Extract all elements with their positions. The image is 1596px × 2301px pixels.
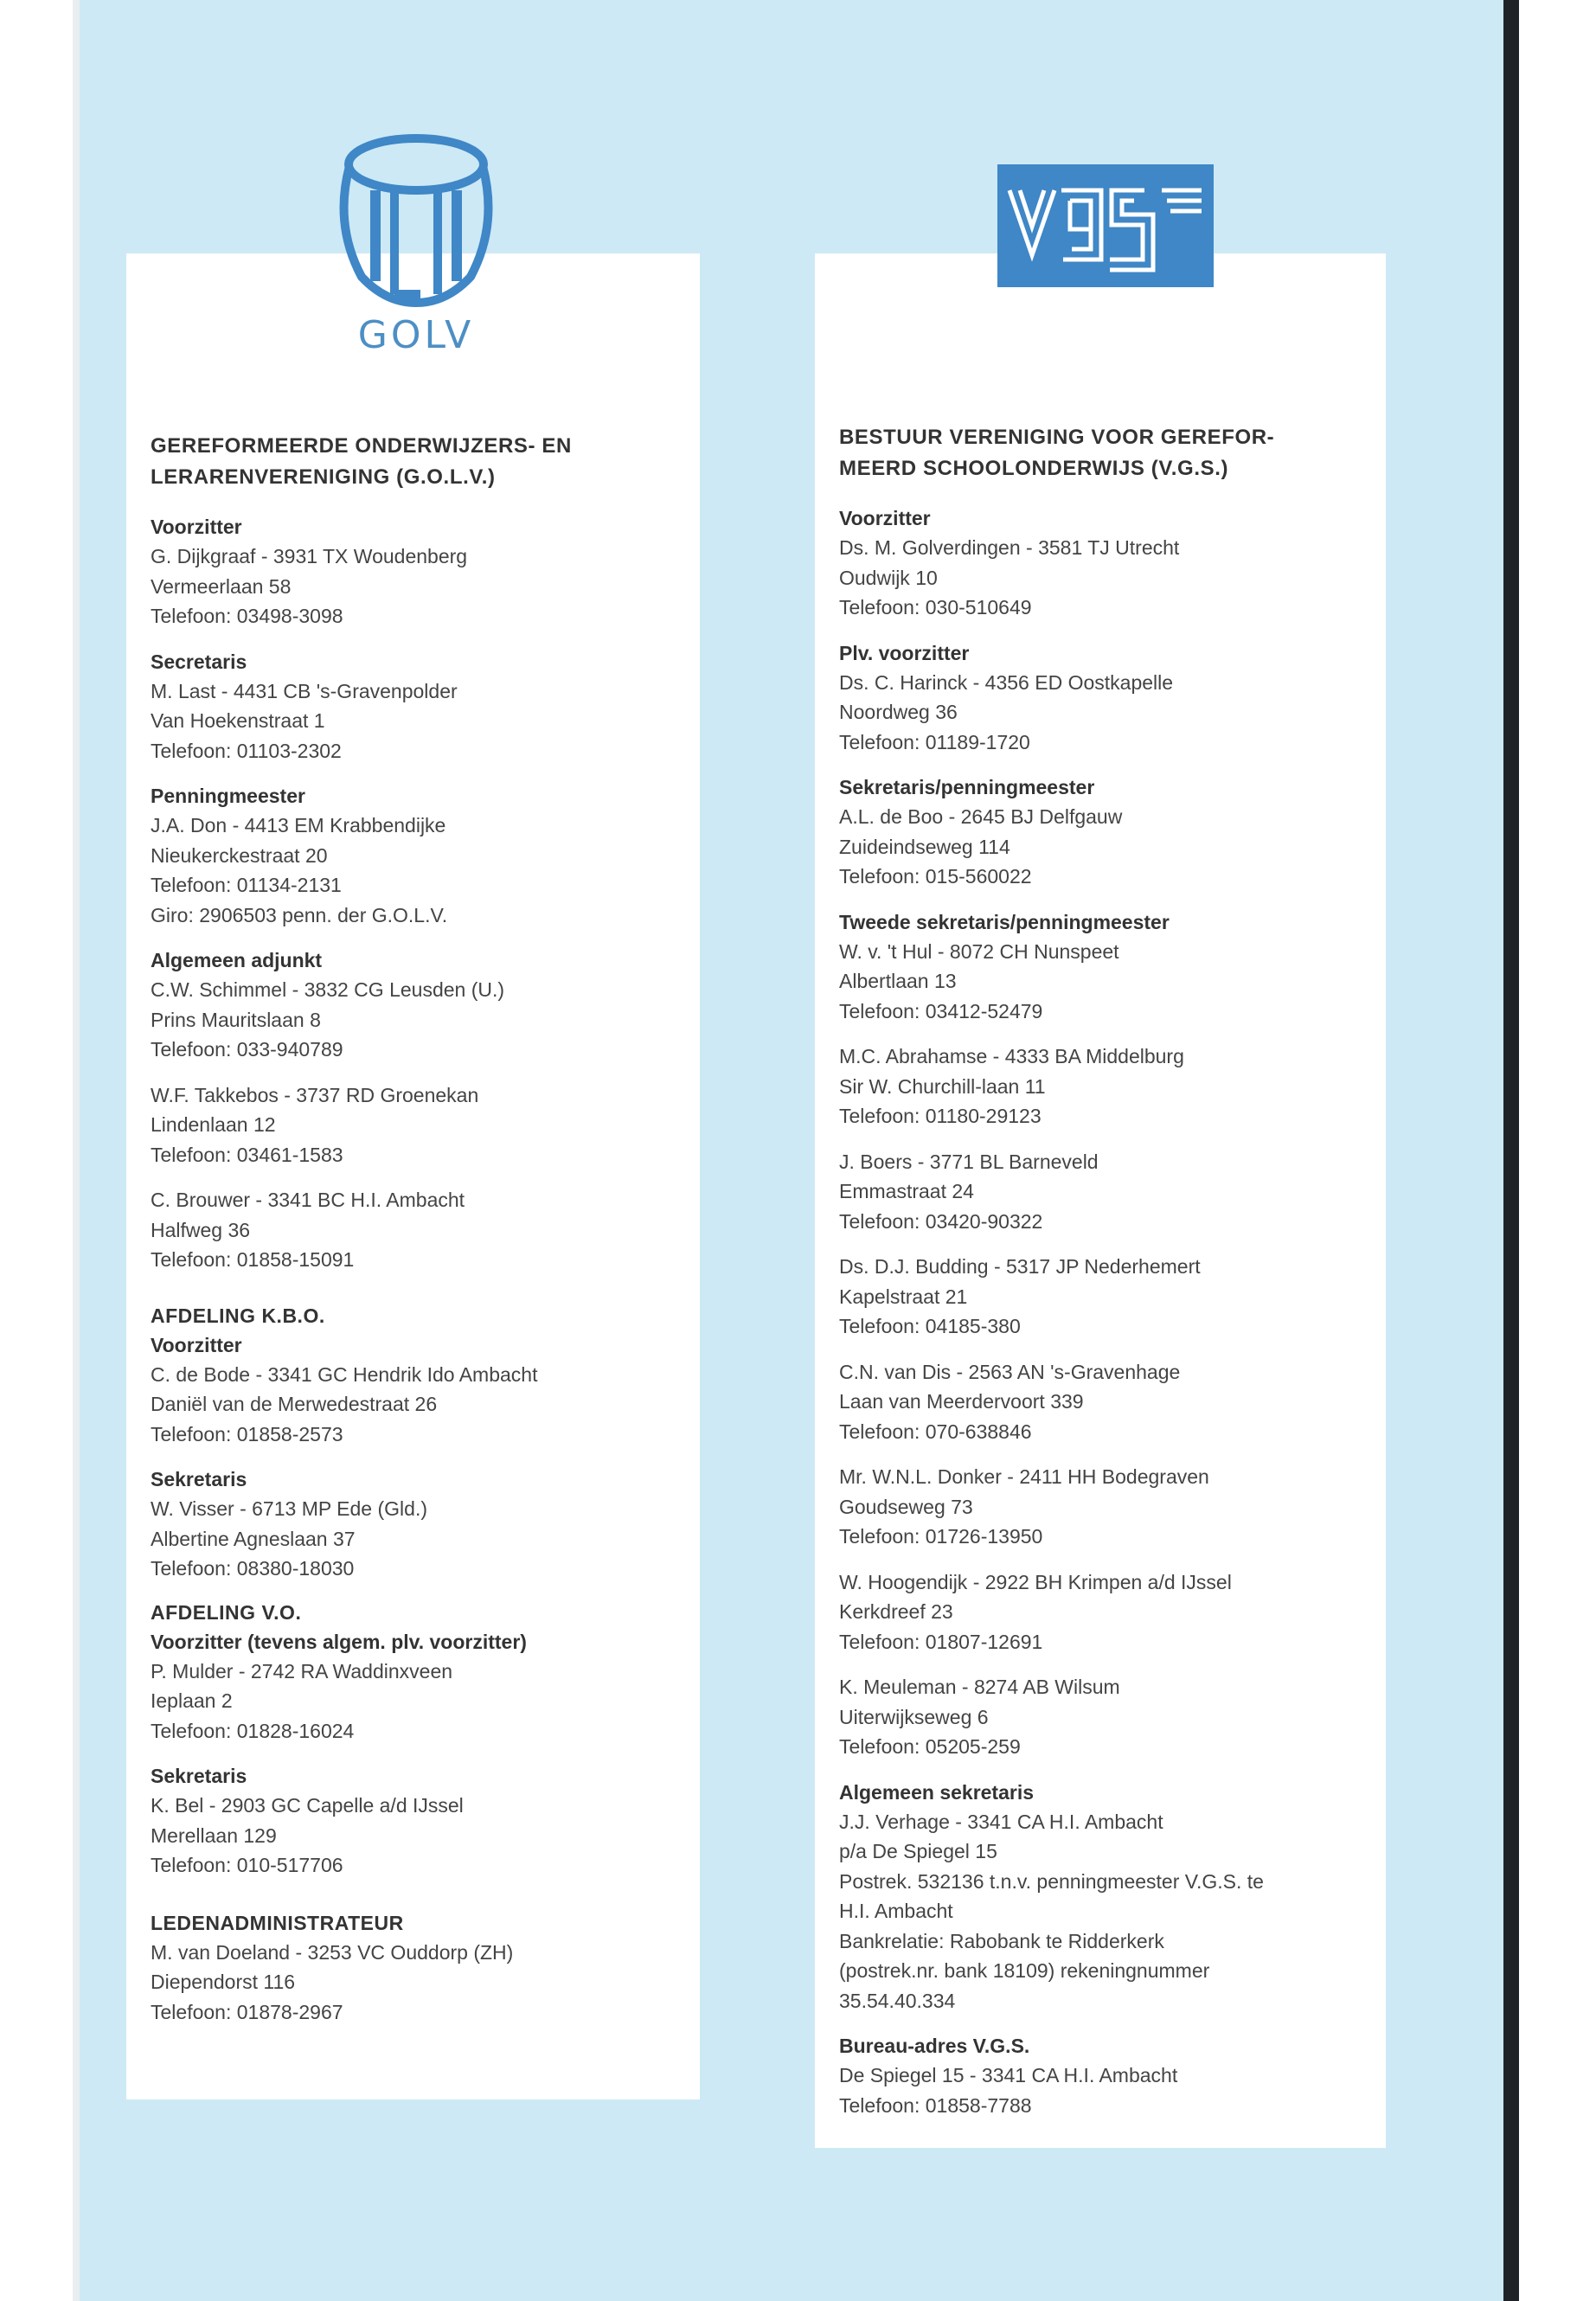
contact-line: W. Visser - 6713 MP Ede (Gld.) [151,1497,427,1520]
contact-line: Noordweg 36 [839,701,958,723]
contact-line: Albertine Agneslaan 37 [151,1527,356,1550]
role-label: Tweede sekretaris/penningmeester [839,910,1170,933]
vo-section [151,1598,683,1881]
contact-line: Albertlaan 13 [839,970,957,992]
golv-heading [151,431,683,493]
contact-line: Sir W. Churchill-laan 11 [839,1074,1046,1098]
contact-line: Telefoon: 03498-3098 [151,605,343,627]
contact-line: Telefoon: 01828-16024 [151,1719,355,1742]
contact-line: Telefoon: 01134-2131 [151,874,342,896]
role-label: Plv. voorzitter [839,641,970,664]
contact-line: Mr. W.N.L. Donker - 2411 HH Bodegraven [839,1465,1209,1488]
contact-line: Goudseweg 73 [839,1495,973,1518]
golv-board-list [151,512,683,1275]
contact-line: Telefoon: 01726-13950 [839,1525,1043,1548]
contact-entry [839,1042,1368,1131]
contact-line: p/a De Spiegel 15 [839,1840,997,1862]
contact-line: W.F. Takkebos - 3737 RD Groenekan [151,1083,479,1106]
contact-line: K. Bel - 2903 GC Capelle a/d IJssel [151,1794,464,1817]
contact-line: Telefoon: 01858-7788 [839,2093,1032,2117]
vgs-heading-line-2: MEERD SCHOOLONDERWIJS (V.G.S.) [839,457,1229,480]
contact-line: Van Hoekenstraat 1 [151,709,325,732]
contact-line: Merellaan 129 [151,1823,277,1847]
contact-line: Telefoon: 03412-52479 [839,999,1043,1022]
contact-line: C.N. van Dis - 2563 AN 's-Gravenhage [839,1360,1181,1383]
ledenadministrateur-lines [151,1938,683,2028]
contact-line: M.C. Abrahamse - 4333 BA Middelburg [839,1045,1184,1067]
contact-entry [151,512,683,631]
vgs-heading-line-1: BESTUUR VERENIGING VOOR GEREFOR- [839,426,1275,449]
contact-entry [839,772,1368,892]
vo-board-list [151,1627,683,1881]
contact-entry [151,781,683,930]
contact-entry [839,1357,1368,1447]
contact-entry [839,503,1368,623]
contact-entry [151,945,683,1065]
contact-entry [151,1761,683,1881]
contact-line: Oudwijk 10 [839,566,938,589]
role-label: Voorzitter (tevens algem. plv. voorzitter) [151,1630,527,1653]
contact-line: Telefoon: 01189-1720 [839,730,1030,753]
contact-line: G. Dijkgraaf - 3931 TX Woudenberg [151,545,468,567]
contact-entry [151,1080,683,1170]
contact-entry [839,1147,1368,1237]
kbo-board-list [151,1330,683,1584]
contact-line: Telefoon: 03461-1583 [151,1143,343,1166]
contact-line: Telefoon: 015-560022 [839,865,1032,888]
contact-line: C.W. Schimmel - 3832 CG Leusden (U.) [151,978,505,1001]
contact-line: Bankrelatie: Rabobank te Ridderkerk [839,1929,1164,1952]
contact-line: Telefoon: 033-940789 [151,1038,343,1061]
contact-line: Telefoon: 05205-259 [839,1735,1021,1758]
vgs-heading [839,422,1368,484]
role-label: Bureau-adres V.G.S. [839,2035,1030,2057]
contact-line: Ds. C. Harinck - 4356 ED Oostkapelle [839,670,1174,694]
contact-line: J.A. Don - 4413 EM Krabbendijke [151,814,446,836]
contact-line: Telefoon: 04185-380 [839,1315,1021,1337]
contact-line: Lindenlaan 12 [151,1113,276,1136]
contact-line: Halfweg 36 [151,1218,251,1241]
contact-line: C. de Bode - 3341 GC Hendrik Ido Ambacht [151,1362,538,1386]
contact-line: Laan van Meerdervoort 339 [839,1390,1084,1413]
role-label: Sekretaris/penningmeester [839,776,1095,798]
page-edge-right [1503,0,1519,2301]
contact-entry [839,638,1368,758]
contact-line: W. Hoogendijk - 2922 BH Krimpen a/d IJssel [839,1570,1232,1593]
golv-heading-line-1: GEREFORMEERDE ONDERWIJZERS- EN [151,434,572,458]
contact-line: Ds. D.J. Budding - 5317 JP Nederhemert [839,1255,1201,1278]
golv-panel [126,253,700,2099]
contact-line: Telefoon: 010-517706 [151,1854,343,1876]
contact-line: Emmastraat 24 [839,1180,974,1202]
contact-line: Telefoon: 01807-12691 [839,1630,1043,1653]
contact-line: P. Mulder - 2742 RA Waddinxveen [151,1659,453,1682]
contact-line: H.I. Ambacht [839,1900,953,1922]
contact-line: J.J. Verhage - 3341 CA H.I. Ambacht [839,1810,1163,1833]
contact-line: K. Meuleman - 8274 AB Wilsum [839,1676,1120,1698]
contact-line: M. van Doeland - 3253 VC Ouddorp (ZH) [151,1940,514,1964]
contact-line: Telefoon: 030-510649 [839,596,1032,619]
contact-entry [839,1462,1368,1552]
contact-entry [839,1778,1368,2016]
contact-line: J. Boers - 3771 BL Barneveld [839,1150,1099,1173]
contact-entry [151,1330,683,1450]
contact-entry [151,1465,683,1584]
contact-entry [839,1567,1368,1657]
contact-line: Nieukerckestraat 20 [151,843,328,867]
role-label: Secretaris [151,650,247,673]
contact-line: Telefoon: 070-638846 [839,1420,1032,1443]
vo-heading: AFDELING V.O. [151,1600,302,1624]
role-label: Voorzitter [151,1333,242,1356]
role-label: Sekretaris [151,1468,247,1490]
contact-line: Telefoon: 01858-15091 [151,1248,355,1271]
contact-line: A.L. de Boo - 2645 BJ Delfgauw [839,805,1123,828]
ledenadministrateur-section [151,1908,683,2028]
contact-line: De Spiegel 15 - 3341 CA H.I. Ambacht [839,2064,1178,2086]
role-label: Algemeen sekretaris [839,1780,1035,1804]
role-label: Algemeen adjunkt [151,949,323,971]
contact-entry [839,1252,1368,1342]
role-label: Penningmeester [151,785,305,807]
contact-line: Telefoon: 01180-29123 [839,1105,1042,1127]
contact-line: Uiterwijkseweg 6 [839,1705,989,1728]
golv-heading-line-2: LERARENVERENIGING (G.O.L.V.) [151,465,496,489]
contact-line: Zuideindseweg 114 [839,835,1010,858]
kbo-heading: AFDELING K.B.O. [151,1304,325,1327]
contact-line: Prins Mauritslaan 8 [151,1008,321,1031]
contact-line: Telefoon: 08380-18030 [151,1557,355,1580]
contact-line: 35.54.40.334 [839,1989,956,2012]
contact-entry [839,907,1368,1027]
contact-line: Diependorst 116 [151,1971,296,1993]
contact-line: Kapelstraat 21 [839,1285,968,1308]
contact-line: M. Last - 4431 CB 's-Gravenpolder [151,679,458,702]
contact-line: Postrek. 532136 t.n.v. penningmeester V.G.S. te [839,1869,1264,1893]
contact-line: Telefoon: 01103-2302 [151,739,342,762]
vgs-panel [815,253,1386,2148]
contact-line: Kerkdreef 23 [839,1600,953,1623]
kbo-section [151,1301,683,1584]
contact-entry [839,2031,1368,2120]
vgs-board-list [839,503,1368,2120]
contact-line: Ieplaan 2 [151,1689,233,1712]
contact-entry [839,1672,1368,1762]
contact-line: C. Brouwer - 3341 BC H.I. Ambacht [151,1189,465,1211]
contact-line: Telefoon: 01878-2967 [151,2000,343,2023]
contact-line: Vermeerlaan 58 [151,574,292,598]
vgs-logo [997,164,1214,287]
role-label: Voorzitter [839,507,931,529]
golv-logo-text: GOLV [357,313,475,357]
contact-line: Giro: 2906503 penn. der G.O.L.V. [151,903,448,926]
role-label: Sekretaris [151,1765,247,1787]
contact-entry [151,1627,683,1747]
contact-line: (postrek.nr. bank 18109) rekeningnummer [839,1959,1210,1982]
contact-line: Ds. M. Golverdingen - 3581 TJ Utrecht [839,536,1180,559]
contact-line: Daniël van de Merwedestraat 26 [151,1393,438,1415]
contact-entry [151,647,683,766]
contact-line: Telefoon: 01858-2573 [151,1422,343,1445]
contact-entry [151,1185,683,1275]
role-label: Voorzitter [151,516,242,538]
ledenadministrateur-heading: LEDENADMINISTRATEUR [151,1911,404,1934]
contact-line: W. v. 't Hul - 8072 CH Nunspeet [839,939,1119,963]
contact-line: Telefoon: 03420-90322 [839,1209,1043,1233]
